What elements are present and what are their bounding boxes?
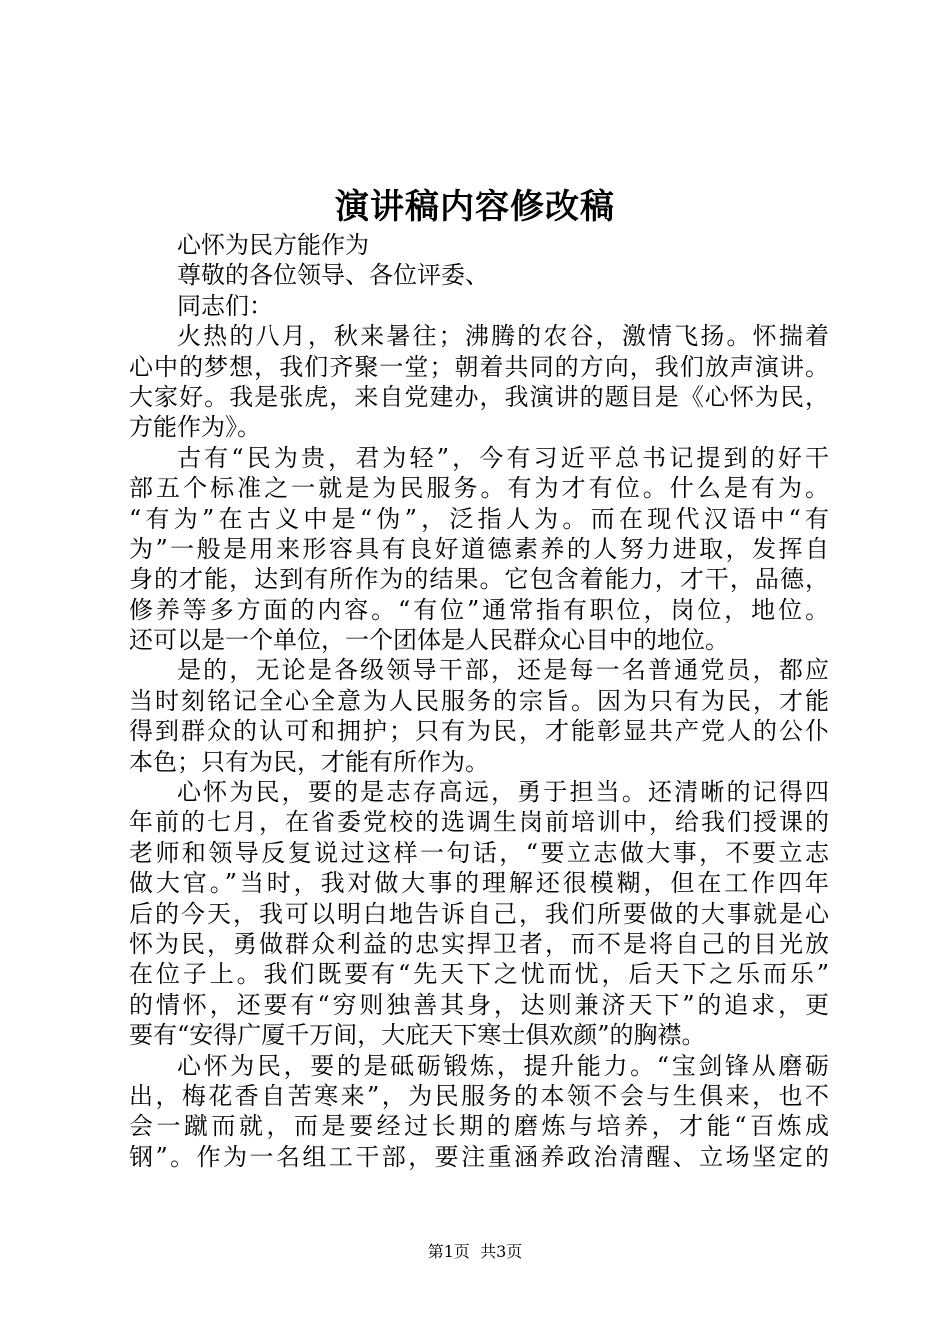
text-line: 火热的八月，秋来暑往；沸腾的农谷，激情飞扬。怀揣着 (177, 322, 829, 351)
page-footer: 第1页 共3页 (427, 1242, 523, 1261)
text-line: 怀为民，勇做群众利益的忠实捍卫者，而不是将自己的目光放 (129, 929, 829, 958)
text-line: 钢”。作为一名组工干部，要注重涵养政治清醒、立场坚定的 (129, 1142, 829, 1171)
text-line: 会一蹴而就，而是要经过长期的磨炼与培养，才能“百炼成 (129, 1112, 829, 1141)
text-line: 身的才能，达到有所作为的结果。它包含着能力，才干，品德， (129, 565, 829, 594)
text-line: 本色；只有为民，才能有所作为。 (129, 747, 489, 776)
text-line: 在位子上。我们既要有“先天下之忧而忧，后天下之乐而乐” (129, 960, 829, 989)
text-line: 做大官。”当时，我对做大事的理解还很模糊，但在工作四年 (129, 869, 829, 898)
text-line: 心中的梦想，我们齐聚一堂；朝着共同的方向，我们放声演讲。 (129, 352, 829, 381)
text-line: 老师和领导反复说过这样一句话，“要立志做大事，不要立志 (129, 838, 829, 867)
text-line: 部五个标准之一就是为民服务。有为才有位。什么是有为。 (129, 474, 829, 503)
text-line: 还可以是一个单位，一个团体是人民群众心目中的地位。 (129, 626, 729, 655)
text-line: 古有“民为贵，君为轻”，今有习近平总书记提到的好干 (177, 443, 829, 472)
text-line: 大家好。我是张虎，来自党建办，我演讲的题目是《心怀为民， (129, 382, 829, 411)
text-line: 的情怀，还要有“穷则独善其身，达则兼济天下”的追求，更 (129, 990, 829, 1019)
document-title: 演讲稿内容修改稿 (335, 187, 615, 227)
text-line: 是的，无论是各级领导干部，还是每一名普通党员，都应 (177, 656, 829, 685)
text-line: 要有“安得广厦千万间，大庇天下寒士俱欢颜”的胸襟。 (129, 1021, 706, 1050)
text-line: 心怀为民，要的是志存高远，勇于担当。还清晰的记得四 (177, 778, 829, 807)
text-line: 心怀为民，要的是砥砺锻炼，提升能力。“宝剑锋从磨砺 (177, 1051, 829, 1080)
text-line: 后的今天，我可以明白地告诉自己，我们所要做的大事就是心 (129, 899, 829, 928)
document-body (129, 230, 829, 1172)
text-line: 方能作为》。 (129, 413, 261, 442)
text-line: 出，梅花香自苦寒来”，为民服务的本领不会与生俱来，也不 (129, 1081, 829, 1110)
text-line: 得到群众的认可和拥护；只有为民，才能彰显共产党人的公仆 (129, 717, 829, 746)
text-line: 修养等多方面的内容。“有位”通常指有职位，岗位，地位。 (129, 595, 829, 624)
text-line: 年前的七月，在省委党校的选调生岗前培训中，给我们授课的 (129, 808, 829, 837)
text-line: 心怀为民方能作为 (177, 231, 369, 259)
text-line: “有为”在古义中是“伪”，泛指人为。而在现代汉语中“有 (129, 504, 829, 533)
text-line: 尊敬的各位领导、各位评委、 (177, 261, 489, 290)
text-line: 为”一般是用来形容具有良好道德素养的人努力进取，发挥自 (129, 534, 829, 563)
text-line: 当时刻铭记全心全意为人民服务的宗旨。因为只有为民，才能 (129, 686, 829, 715)
text-line: 同志们： (177, 291, 273, 320)
